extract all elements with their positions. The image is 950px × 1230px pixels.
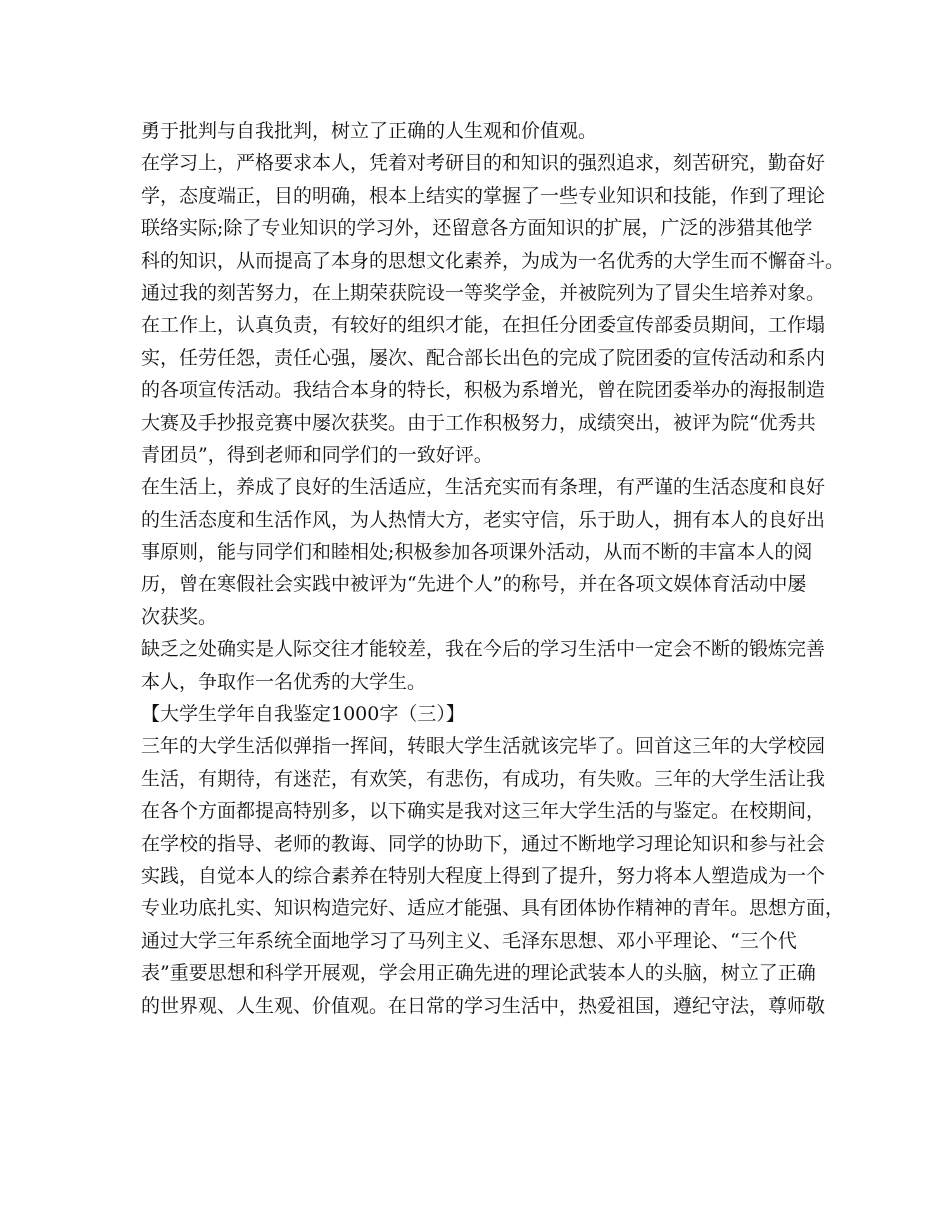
- text-line: 次获奖。: [141, 605, 218, 628]
- text-line: 实践，自觉本人的综合素养在特别大程度上得到了提升，努力将本人塑造成为一个: [141, 864, 826, 887]
- text-line: 勇于批判与自我批判，树立了正确的人生观和价值观。: [141, 120, 598, 142]
- text-line: 通过大学三年系统全面地学习了马列主义、毛泽东思想、邓小平理论、“三个代: [141, 929, 797, 952]
- text-line: 表”重要思想和科学开展观，学会用正确先进的理论武装本人的头脑，树立了正确: [141, 962, 816, 985]
- section-heading: 【大学生学年自我鉴定1000字（三）】: [141, 703, 465, 726]
- text-line: 的生活态度和生活作风，为人热情大方，老实守信，乐于助人，拥有本人的良好出: [141, 508, 826, 531]
- text-line: 在生活上，养成了良好的生活适应，生活充实而有条理，有严谨的生活态度和良好: [141, 476, 826, 499]
- text-line: 在各个方面都提高特别多，以下确实是我对这三年大学生活的与鉴定。在校期间，: [141, 800, 826, 823]
- text-line: 在学习上，严格要求本人，凭着对考研目的和知识的强烈追求，刻苦研究，勤奋好: [141, 152, 826, 175]
- text-line: 通过我的刻苦努力，在上期荣获院设一等奖学金，并被院列为了冒尖生培养对象。: [141, 281, 826, 304]
- text-line: 的世界观、人生观、价值观。在日常的学习生活中，热爱祖国，遵纪守法，尊师敬: [141, 994, 826, 1017]
- document-page: [141, 115, 845, 1022]
- text-line: 在工作上，认真负责，有较好的组织才能，在担任分团委宣传部委员期间，工作塌: [141, 314, 826, 337]
- text-line: 的各项宣传活动。我结合本身的特长，积极为系增光，曾在院团委举办的海报制造: [141, 379, 826, 402]
- text-line: 联络实际;除了专业知识的学习外，还留意各方面知识的扩展，广泛的涉猎其他学: [141, 217, 813, 240]
- text-line: 事原则，能与同学们和睦相处;积极参加各项课外活动，从而不断的丰富本人的阅: [141, 541, 813, 564]
- text-line: 青团员”，得到老师和同学们的一致好评。: [141, 443, 493, 466]
- text-line: 专业功底扎实、知识构造完好、适应才能强、具有团体协作精神的青年。思想方面，: [141, 897, 845, 920]
- text-line: 历，曾在寒假社会实践中被评为“先进个人”的称号，并在各项文娱体育活动中屡: [141, 573, 807, 596]
- text-line: 在学校的指导、老师的教诲、同学的协助下，通过不断地学习理论知识和参与社会: [141, 832, 826, 855]
- text-line: 生活，有期待，有迷茫，有欢笑，有悲伤，有成功，有失败。三年的大学生活让我: [141, 767, 826, 790]
- text-line: 本人，争取作一名优秀的大学生。: [141, 670, 427, 693]
- text-line: 实，任劳任怨，责任心强，屡次、配合部长出色的完成了院团委的宣传活动和系内: [141, 346, 826, 369]
- text-line: 学，态度端正，目的明确，根本上结实的掌握了一些专业知识和技能，作到了理论: [141, 184, 826, 207]
- text-line: 三年的大学生活似弹指一挥间，转眼大学生活就该完毕了。回首这三年的大学校园: [141, 735, 826, 758]
- text-line: 大赛及手抄报竞赛中屡次获奖。由于工作积极努力，成绩突出，被评为院“优秀共: [141, 411, 816, 434]
- text-line: 科的知识，从而提高了本身的思想文化素养，为成为一名优秀的大学生而不懈奋斗。: [141, 249, 845, 272]
- text-line: 缺乏之处确实是人际交往才能较差，我在今后的学习生活中一定会不断的锻炼完善: [141, 638, 826, 661]
